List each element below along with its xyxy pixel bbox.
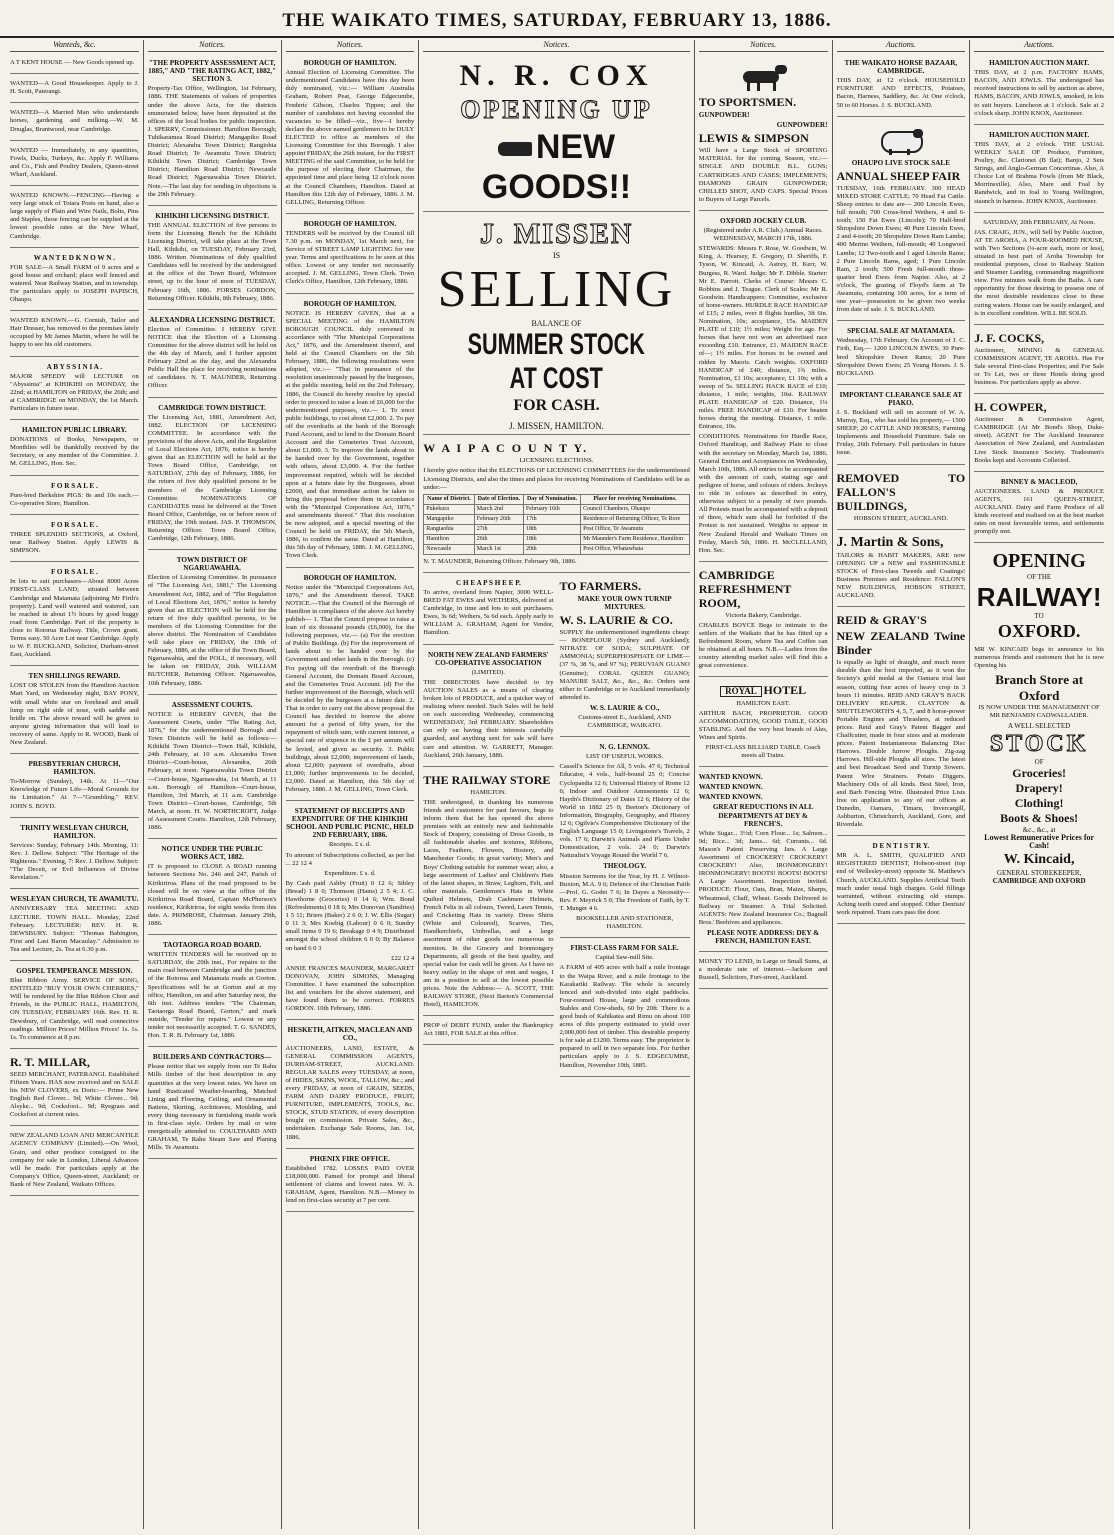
ad-lennox: N. G. LENNOX. LIST OF USEFUL WORKS. Cassell's Science for All, 5 vols. 47 6; Technical Educator, 4 vols., half-bound 25 0; Concise Cyclopaedia 12 6; Universal History of Rome 12 6; Indoor and Outdoor Amusements 12 6; Haydn's Dictionary of Dates 12 6; History of the World in 1882 25 0; Beeton's Dictionary of Information, Biography, Geography, and History 12 6; Ogilvie's Comprehensive Dictionary of the English Language 15 0; Livingstone's Travels, 2 vols. 17 6; Darwin's Animals and Plants Under Domestication, 2 vols. 24 0; Darwin's Naturalist's Voyage Round the World 7 6. THEOLOGY. Mission Sermons for the Year, by H. J. Wilmot-Buxton, M.A. 9 6; Defence of the Christian Faith—Prof. G. Godet 7 6; In Dayes a Necessity—Rev. F. Meyrick 5 0; The Freedom of Faith, by T. T. Munger 4 6. BOOKSELLER AND STATIONER, HAMILTON. xyxy=(560,740,690,938)
column-auctions-1 xyxy=(833,40,971,1529)
ad-hesketh: HESKETH, AITKEN, MACLEAN AND CO., AUCTIONEERS, LAND, ESTATE, & GENERAL COMMISSION AGENTS, DURHAM-STREET, AUCKLAND. REGULAR SALES every TUESDAY, at noon, of HIDES, SKINS, WOOL, TALLOW, &c.; and every FRIDAY, at noon of GRAIN, SEEDS, FARM AND DAIRY PRODUCE, FRUIT, FURNITURE, IMPLEMENTS, TOOLS, &c. STOCK, STUD STATION, of every description bought on commission. Private Sales, &c., undertaken. Exchange Sale Rooms, Jan. 1st, 1886. xyxy=(286,1023,415,1148)
ad-married-man: WANTED—A Married Man who understands horses, gardening and milking.—W. M. Douglas, Brantwood, near Cambridge. xyxy=(10,106,139,140)
ad-dentistry: D E N T I S T R Y. MR A. L. SMITH, QUALIFIED AND REGISTERED DENTIST, Hobson-street (top end of Wellesley-street) opposite St. Matthew's Church, AUCKLAND. Supplies Artificial Teeth much under usual high charges. Gold fillings warranted, without extracting old stumps. Aching teeth cured and stopped. Other Dentists' work repaired. Tram cars pass the door. xyxy=(837,839,966,924)
ad-fallons: REMOVED TO FALLON'S BUILDINGS, HOBSON STREET, AUCKLAND. xyxy=(837,468,966,530)
ad-temperance: GOSPEL TEMPERANCE MISSION. Blue Ribbon Army. SERVICE OF SONG, ENTITLED "BUY YOUR OWN CHERRIES," Will be rendered by the Blue Ribbon Choir and Friends, in the PUBLIC HALL, HAMILTON, ON TUESDAY, FEBRUARY 16th. Rev. H. R. Dewsbury, of Cambridge, will read connective readings. Million Prices! Million Prices! 1s. 1s. 1s. To commence at 8 p.m. xyxy=(10,964,139,1049)
missen-balance: BALANCE OF xyxy=(531,319,582,329)
ad-library: HAMILTON PUBLIC LIBRARY. DONATIONS of Books, Newspapers, or Monthlies will be thankfully received by the Secretary, or any member of the Committee. J. M. GELLING, Hon. Sec. xyxy=(10,423,139,475)
ad-assessment-courts: ASSESSMENT COURTS. NOTICE is HEREBY GIVEN, that the Assessment Courts, under "The Rating Act, 1876," for the undermentioned Borough and Town Districts will be held as follows:— Kihikihi Town District—Town Hall, Kihikihi, 24th February, at 10 a.m. Alexandra Town District—Court-house, Alexandra, 26th February, at noon. Ngaruawahia Town District—Court-house, Ngaruawahia, 1st March, at 11 a.m. Borough of Hamilton—Court-house, Hamilton, 3rd March, at 11 a.m. Cambridge Town District—Court-house, Cambridge, 5th March, at noon. H. W. NORTHCROFT, Judge of Assessment Courts. Hamilton, 12th February, 1886. xyxy=(148,698,277,840)
ad-kincaid: OPENING OF THE RAILWAY! TO OXFORD. MR W. KINCAID begs to announce to his numerous friends and customers that he is now Opening his Branch Store at Oxford IS NOW UNDER THE MANAGEMENT OF MR BENJAMIN CADWALLADER. A WELL SELECTED STOCK OF Groceries! Drapery! Clothing! Boots & Shoes! &c., &c., at Lowest Remunerative Prices for Cash! W. Kincaid, GENERAL STOREKEEPER, CAMBRIDGE AND OXFORD xyxy=(974,550,1104,885)
ad-wanted-known: WANTED KNOWN. WANTED KNOWN. WANTED KNOWN. GREAT REDUCTIONS IN ALL DEPARTMENTS AT DEY & FRENCH'S. White Sugar... 3½d; Corn Flour... 1s; Salmon... 9d; Rice... 3d; Jams... 6d; Currants... 6d. Mason's Patent Preserving Jars. A Large Assortment of CROCKERY! CROCKERY! CROCKERY! Also, IRONMONGERY! IRONMONGERY! BOOTS! BOOTS! BOOTS! A Large Assortment. Inspection invited. PRODUCE: Flour, Oats, Bran, Maize, Sharps, Wheatmeal, Chaff, Wheat. Goods Delivered to Railway or Steamer. A Trial Solicited. AGENTS: New Zealand Insurance Co.; Bagnall Bros.' Beehives and appliances. PLEASE NOTE ADDRESS: DEY & FRENCH, HAMILTON EAST. xyxy=(699,770,828,952)
ad-sportsmen: TO SPORTSMEN. GUNPOWDER! GUNPOWDER! LEWIS & SIMPSON Will have a Large Stock of SPORTING MATERIAL for the coming Season, viz.:— SINGLE AND DOUBLE B.L. GUNS; CARTRIDGES AND CASES; IMPLEMENTS; DIAMOND GRAIN GUNPOWDER; CHILLED SHOT, AND CAPS. Special Prices to Buyers of Large Parcels. xyxy=(699,56,828,211)
column-heading: Wanteds, &c. xyxy=(10,40,139,52)
ad-reward: TEN SHILLINGS REWARD. LOST OR STOLEN from the Hamilton Auction Mart Yard, on Wednesday night, BAY PONY, with small white star on forehead and small lump on right side of nose, with saddle and bridle on. The above reward will be given to anyone giving information that will lead to recovery of same. Apply to R. WOOD, Bank of New Zealand. xyxy=(10,669,139,754)
ad-kihikihi-licensing: KIHIKIHI LICENSING DISTRICT. THE ANNUAL ELECTION of five persons to form the Licensing Bench for the Kihikihi Licensing District, will take place at the Town Hall, Kihikihi, on TUESDAY, February 23rd, 1886. Written Nominations of duly qualified Candidates will be received by the undersigned at the office of the Town Board, Whitmore street, up to the hour of noon of TUESDAY, February 16th, 1886. FORSES GORDON, Returning Officer. Kihikihi, 8th February, 1886. xyxy=(148,209,277,310)
ad-phoenix: PHŒNIX FIRE OFFICE. Established 1782. LOSSES PAID OVER £18,000,000. Famed for prompt and liberal settlement of claims and lowest rates. W. A. GRAHAM, Agent, Hamilton. N.B.—Money to lend on first-class security at 7 per cent. xyxy=(286,1152,415,1213)
ad-cocks: J. F. COCKS, Auctioneer, MINING & GENERAL COMMISSION AGENT, TE AROHA. Has For Sale several First-class Properties; and For Sale or To Let, two or three Hotels doing good business. For particulars apply as above. xyxy=(974,328,1104,394)
column-heading: Notices. xyxy=(286,40,415,52)
ad-trinity: TRINITY WESLEYAN CHURCH, HAMILTON. Services: Sunday, February 14th. Morning, 11: Rev. J. Dellow. Subject: "The Heritage of the Righteous." Evening, 7: Rev. J. Dellow. Subject: "The Deceit, or Evil Influences of Divine Revelation." xyxy=(10,821,139,890)
ad-oxford-jockey: OXFORD JOCKEY CLUB. (Registered under A.R. Club.) Annual Races. WEDNESDAY, MARCH 17th, 1886. STEWARDS: Messrs F. Rose, W. Goodwin, W. King, A. Hearsey, E. Gregory, D. Sheriffs, F. Tyson, W. Kincaid, A. Astrey, H. Kerr, W. Burgess, R. Ward. Judge: Mr F. Dibble. Starter: Mr E. Parrott. Clerks of Course: Messrs C. Robbins and J. Teague. Clerk of Scales: Mr R. Goodwin. Handicappers: Committee, exclusive of horse-owners. HURDLE RACE HANDICAP of £15; 2 miles, over 8 flights hurdles, 3ft 6in. Nomination, 10s; acceptance, 15s. MAIDEN PLATE of £10; 1½ miles; Weight for age. For horses that have not won an advertised race exceeding £10. Entrance, £1. MAIDEN RACE of—; 1½ miles. For horses to be owned and ridden by Maoris. Catch weights. OXFORD HANDICAP of £40; distance, 1¾ miles. Nomination, £1 10s; acceptance, £1 10s; with a sweep of 5s. SELLING HACK RACE of £10; distance, 1 mile; weights, 10st. RAILWAY PLATE HANDICAP of £20. Distance, 1¼ miles. FREE HANDICAP of £10. For beaten horses during the meeting. Distance, 1 mile. Entrance, 10s. CONDITIONS. Nominations for Hurdle Race, Oxford Handicap, and Railway Plate to close with the secretary on Monday, March 1st, 1886. General Entries and Acceptances on Wednesday, March 10th, 1886. All entries to be accompanied with the amount of cash, stating age and pedigree of horse, and colours of riders. Jockeys to ride in colours as described in entry, otherwise subject to a penalty of two pounds. All Protests must be accompanied with a deposit of three, which sum shall be forfeited if the Protest is not sustained. Weights to appear in New Zealand Herald and Waikato Times on Friday, March 5th, 1886. H. McCLELLAND, Hon. Sec. xyxy=(699,214,828,562)
ad-public-works: NOTICE UNDER THE PUBLIC WORKS ACT, 1882. IT is proposed to CLOSE A ROAD running between Sections No. 246 and 247, Parish of Kirikiriroa. Plans of the road proposed to be closed will be on view at the office of the Kirikiriroa Road Board, Captain McPherson's residence, Kirikiriroa, for eight weeks from this date. A. PRIMROSE, Chairman. January 29th, 1886. xyxy=(148,842,277,935)
table-row: Hamilton 26th 18th Mr Maunder's Farm Residence, Hamilton xyxy=(424,534,690,544)
missen-summer: SUMMER STOCK AT COST xyxy=(467,328,646,396)
missen-name: J. MISSEN xyxy=(479,219,634,251)
ad-land: F O R S A L E . In lots to suit purchasers—About 8000 Acres FIRST-CLASS LAND; situated between Cambridge and Matamata (adjoining Mr Firth's property). Land well watered and watered, can be reached in about 1½ hours by good buggy road from Cambridge. Part of the property is close to Rotorua Railway. Title, Crown grant. Terms easy. 50 Acre Lot near Cambridge. Apply to W. F. BUCKLAND, Solicitor, Durham-street East, Auckland. xyxy=(10,565,139,666)
ad-abyssinia: A B Y S S I N I A . MAJOR SPEEDY will LECTURE on "Abyssinia" at KIHIKIHI on MONDAY, the 22nd; at HAMILTON on FRIDAY, the 26th; and at CAMBRIDGE on MONDAY, the 1st March. Particulars in future issue. xyxy=(10,360,139,421)
ad-royal-hotel: ROYAL HOTEL HAMILTON EAST. ARTHUR BACH, PROPRIETOR. GOOD ACCOMMODATION, GOOD TABLE, GOOD STABLING. And the very best brands of Ales, Wines and Spirits. FIRST-CLASS BILLIARD TABLE. Coach meets all Trains. xyxy=(699,680,828,767)
hotel-label: HOTEL xyxy=(763,683,807,698)
ad-housekeeper: WANTED—A Good Housekeeper. Apply to J. H. Scott, Paterangi. xyxy=(10,77,139,103)
missen-sign: J. MISSEN, HAMILTON. xyxy=(509,421,604,432)
ad-small-farm: W A N T E D K N O W N . FOR SALE—A Small FARM of 9 acres and a good house and orchard; place well fenced and watered. Near Railway Station, and in township. For particulars apply to JOSEPH PAPISCH, Ohaupo. xyxy=(10,251,139,312)
ad-builders: BUILDERS AND CONTRACTORS— Please notice that we supply from our Te Rahu Mills timber of the best description in any quantities at the very lowest rates. We have on hand Rusticated Weather-boarding, Matched Lining and Flooring, Ceiling, and Ornamental Battens, Skirting, Architraves, Moulding, and every thing necessary in furnishing inside work in first-class style. Orders by mail or wire energetically attended to. COULTHARD AND GRAHAM, Te Rahu Steam Saw and Planing Mills. Te Awamutu. xyxy=(148,1050,277,1159)
ad-missen xyxy=(423,215,690,435)
missen-cash: FOR CASH. xyxy=(513,397,600,415)
ad-money-lend: MONEY TO LEND, in Large or Small Sums, at a moderate rate of interest.—Jackson and Russell, Solicitors, Fort-street, Auckland. xyxy=(699,955,828,989)
cox-new-goods: NEW GOODS!! xyxy=(481,128,632,207)
column-heading: Notices. xyxy=(699,40,828,52)
cox-name: N. R. COX xyxy=(459,59,654,93)
sub-column-left xyxy=(423,576,553,1080)
columns xyxy=(6,40,1108,1529)
pointing-hand-icon xyxy=(498,142,532,156)
ad-railway-store: THE RAILWAY STORE HAMILTON. THE undersigned, in thanking his numerous friends and customers for past favours, begs to inform them that he has opened the above premises with an entirely new and fashionable Stock of Drapery, consisting of Dress Goods, in all fashionable shades and textures, Ribbons, Laces, Feathers, Flowers, Hosiery, and Manchester Goods; in great variety; Men's and Boys' Clothing suitable for summer wear; also, a large assortment of Ladies' and Children's Hats of the latest shapes, in Straw, Leghorn, Felt, and other materials. Gentlemen's Hats in White Quilted Helmets, Drab Cashmere Helmets, French Felts in all colours, Tweed, Lawn Tennis, and Cricketing Hats in variety. Dress Shirts (White and Coloured), Scarves, Ties, Handkerchiefs, Umbrellas, and a large assortment of other goods too numerous to mention. In the Grocery and Ironmongery Departments, all goods of the best quality, and special value for cash will be given. As I have no heavy outlay in the shape of rent and wages, I am in a position to sell at the lowest possible prices. Note the Address:— A. SCOTT, THE RAILWAY STORE, (Next Barton's Commercial Hotel), HAMILTON. xyxy=(423,770,553,1017)
ad-fowls: WANTED — Immediately, in any quantities, Fowls, Ducks, Turkeys, &c. Apply F. Williams and Co., Fish and Poultry Dealers, Queen-street Wharf, Auckland. xyxy=(10,144,139,186)
ad-horse-bazaar: THE WAIKATO HORSE BAZAAR, CAMBRIDGE. THIS DAY, at 12 o'clock. HOUSEHOLD FURNITURE AND EFFECTS, Potatoes, Bacon, Harness, Saddlery, &c. At One o'clock, 50 to 60 Horses. J. S. BUCKLAND. xyxy=(837,56,966,117)
ad-cheap-sheep: C H E A P S H E E P. To arrive, overland from Napier, 3000 WELL-BRED FAT EWES and WETHERS, delivered at Cambridge, in time and lots to suit purchasers. Ewes, 3s 6d; Wethers, 5s 6d each. Apply early to WILLIAM A. GRAHAM, Agent for Vendor, Hamilton. xyxy=(423,576,553,645)
ad-binney: BINNEY & MACLEOD, AUCTIONEERS. LAND & PRODUCE AGENTS, 161 QUEEN-STREET, AUCKLAND. Dairy and Farm Produce of all kinds received and realised on at the best market rates on most favourable terms, and settlements promptly met. xyxy=(974,475,1104,544)
ad-cowper: H. COWPER, Auctioneer & Commission Agent, CAMBRIDGE (At Mr Bond's Shop, Duke-street). AGENT for The Auckland Insurance Association of New Zealand, and Australasian Live Stock Insurance Society. Tradesmen's Books kept and Accounts Collected. xyxy=(974,397,1104,472)
ad-refreshment-room: CAMBRIDGE REFRESHMENT ROOM, Victoria Bakery, Cambridge. CHARLES BOYCE Begs to intimate to the settlers of the Waikato that he has fitted up a Refreshment Room, where Tea and Coffee can be obtained at all hours. N.B.—Ladies from the country attending market sales will find this a great convenience. xyxy=(699,565,828,678)
column-wanteds xyxy=(6,40,144,1529)
ad-martin: J. Martin & Sons, TAILORS & HABIT MAKERS, ARE now OPENING UP a NEW and FASHIONABLE STOCK of First-class Tweeds and Coatings! Business Premises and Residence: FALLON'S NEW BUILDINGS, HOBSON STREET, AUCKLAND. xyxy=(837,533,966,608)
ad-special-meeting: BOROUGH OF HAMILTON. NOTICE IS HEREBY GIVEN, that at a SPECIAL MEETING of the HAMILTON BOROUGH COUNCIL duly convened in accordance with "The Municipal Corporations Act," 1876, and the Amendment thereof, and held at the Council Chambers on the 5th February, 1886, the following resolutions were adopted, viz.:— "That in pursuance of the resolution unanimously passed by the burgesses, at the public meeting, held on the 2nd February, 1886, the Council do hereby resolve by special order to proceed to raise a loan of £6,000 for the undermentioned purposes, viz.— 1. To erect public buildings, to cost about £2,000. 2. To pay off the overdrafts at the bank of the Borough Fund Account, and to lend to the Domain Board Account and the Cemeteries Trust Account, about £1,000. 3. To improve the lands about to be handed over by the Government, together with others, about £3,000. 4. For the further improvement required, which will be decided upon at a future date by the Burgesses, about £2000, and that immediate action be taken to bring this proposal before them in accordance with the "Municipal Corporations Act, 1876," and amendments thereof." That this resolution be now adopted, and a special meeting of the Council be held on FRIDAY, the 5th March, 1886, to confirm the same. Dated at Hamilton, this 5th day of February, 1886. J. M. GELLING, Town Clerk. xyxy=(286,297,415,568)
column-heading: Notices. xyxy=(423,40,690,52)
ad-wesleyan: WESLEYAN CHURCH, TE AWAMUTU. ANNIVERSARY TEA MEETING AND LECTURE. TOWN HALL. Monday, 22nd February. LECTURER: REV. H. R. DEWSBURY. Subject: "Thomas Babington, First and Last Baron Macaulay." Admission to Tea and Lecture, 2s. Tea at 6.30 p.m. xyxy=(10,892,139,961)
table-row: Pukekura March 2nd February 16th Council Chambers, Ohaupo xyxy=(424,504,690,514)
ad-lamp-tenders: BOROUGH OF HAMILTON. TENDERS will be received by the Council till 7.30 p.m. on MONDAY, 1st March next, for Service of STREET LAMP LIGHTING for one year. Terms and specifications to be seen at this office. Lowest or any tender not necessarily accepted. J. M. GELLING, Town Clerk. Town Clerk's Office, Hamilton, 12th February, 1886. xyxy=(286,217,415,294)
ad-waipa-county: W A I P A C O U N T Y. LICENSING ELECTIONS. I hereby give notice that the ELECTIONS OF LICENSING COMMITTEES for the undermentioned Licensing Districts, and also the times and places for receiving Nominations of Candidates will be as under:— Name of District. Date of Election. Day of Nomination. Place for receiving Nominations. Pukekura March 2nd February 16th Council Chambers, Ohaupo Mangapiko February 26th 17th Residence of Returning Officer, Te Rore Rangiaohia 27th 18th Post Office, Te Awamutu Hamilton 26th 18th Mr Maunder's Farm Residence, Hamilton Newcastle March 1st 20th Post Office, Whatawhata N. T. MAUNDER, Returning Officer. February 9th, 1886. xyxy=(423,438,690,572)
ad-reid-gray: REID & GRAY'S NEW ZEALAND Twine Binder Is equally as light of draught, and much more durable than the best imported, as it won the Society's gold medal at the Oamaru trial last season, cutting four acres of heavy crop in 3 hours 11 minutes. REID AND GRAY'S BACK DELIVERY REAPER. CLAYTON & SHUTTLEWORTH'S 4, 5, 7, and 8 horse-power Portable Engines and Thrashers, at reduced prices. Reid and Gray's Patent Bagger and Chaffcutter, made in four sizes and at moderate prices. Patent Instantaneous Balancing Disc Harrows. Double furrow Ploughs. Zig-zag Harrows. Hill-side Ploughs all sizes. The latest and best Broadcast Seed and Turnip Sowers. Patent Wire Strainers. Potato Diggers. Machinery Oils of all kinds. Best Steel, Iron, and Barb Fencing Wire. Illustrated Price Lists free on application to any of our offices at Dunedin, Oamaru, Timaru, Invercargill, Ashburton, Christchurch, Auckland, Gore, and Riverdale. xyxy=(837,610,966,836)
licensing-table: Name of District. Date of Election. Day of Nomination. Place for receiving Nominations. Pukekura March 2nd February 16th Council Chambers, Ohaupo Mangapiko February 26th 17th Residence of Returning Officer, Te Rore Rangiaohia 27th 18th Post Office, Te Awamutu Hamilton 26th 18th Mr Maunder's Farm Residence, Hamilton Newcastle March 1st 20th Post Office, Whatawhata xyxy=(423,494,690,555)
ad-cambridge-town: CAMBRIDGE TOWN DISTRICT. The Licensing Act, 1881, Amendment Act, 1882. ELECTION OF LICENSING COMMITTEE. In accordance with the provisions of the above Acts, and the Regulation of Local Elections Act, 1876, notice is hereby given that an ELECTION will be held at the Town Board Office, Cambridge, on SATURDAY, 27th day of February, 1886, for the return of five duly qualified persons to be members of the Cambridge Licensing Committee. NOMINATIONS OF CANDIDATES must be delivered at the Town Board Office, Cambridge, on or before noon of FRIDAY, the 19th instant. JAS. P. THOMSON, Returning Officer. Town Board Office, Cambridge, 12th February, 1886. xyxy=(148,401,277,551)
column-auctions-2 xyxy=(970,40,1108,1529)
table-row: Rangiaohia 27th 18th Post Office, Te Awamutu xyxy=(424,524,690,534)
ad-fencing: WANTED KNOWN.—FENCING—Having a very large stock of Totara Posts on hand, also a large supply of Plain and Wire Nails, Bolts, Pins and Staples, those fencing can be supplied at the lowest possible rates at the New Wharf, Cambridge. xyxy=(10,189,139,248)
ad-auction-mart-2: HAMILTON AUCTION MART. THIS DAY, at 2 o'clock. THE USUAL WEEKLY SALE OF Produce, Furniture, Poultry, &c. Clarionet (B flat); Banjo, 2 Sets Strings, and Anglo-German Concertinas. Also, A Choice Lot of Brahma Fowls (from Mr Black, Morrinsville). Also, Mare and Foal by Randwick, and in foal to Young Wellington, staunch in harness. JOHN KNOX, Auctioneer. xyxy=(974,128,1104,213)
ad-borough-election: BOROUGH OF HAMILTON. Annual Election of Licensing Committee. The undermentioned Candidates have this day been duly nominated, viz.:— William Australia Graham, Robert Peat, George Edgecumbe, Frederic Gibson, Charles Tippen; and the number of candidates not having exceeded the vacancies to be filled—viz., five—I hereby declare the above named gentlemen to be DULY ELECTED to office as members of the Licensing Committee for this Borough. I also appoint FRIDAY, the 26th instant, for the FIRST MEETING of the said Committee, to be held for the purpose of electing their Chairman, the appointed time and place being 12 o'clock noon at the Council Chambers, Hamilton. Dated at Hamilton this 12th day of February, 1886. J. M. GELLING, Returning Officer. xyxy=(286,56,415,214)
column-heading: Auctions. xyxy=(974,40,1104,52)
ad-loan-notice: BOROUGH OF HAMILTON. Notice under the "Municipal Corporations Act, 1876," and the Amendment thereof. TAKE NOTICE.—That the Council of the Borough of Hamilton in compliance of the above Act hereby publish— 1. That the Council propose to raise a loan of six thousand pounds (£6,000), for the following purposes, viz.— (a) For the erection of Public Buildings. (b) For the improvement of lands about to be handed over by the Government and other lands in the Borough. (c) For paying off the overdraft of the Borough General Account, the Domain Board Account, and the Cemeteries Trust Account. (d) For the further improvement of the Borough, which will be decided by the burgesses at a future date. 2. That in order to carry out the above proposal the Council has decided to borrow the above amount for a period of fifty years, for the repayment of which sum, with current interest, a special rate of sixpence in the £ per annum will be levied, and given as security. 3. Public buildings, about £2,000; improvement of lands, about £2,000; payment of overdrafts, about £1,000; further improvements to be decided, £2,000. Dated at Hamilton, this 5th day of February, 1886. J. M. GELLING, Town Clerk. xyxy=(286,571,415,802)
ad-piako: IMPORTANT CLEARANCE SALE AT PIAKO. J. S. Buckland will sell on account of W. A. Murray, Esq., who has sold his property,— 1500 SHEEP; 20 CATTLE AND HORSES; Farming Implements and Household Furniture. Sale on Friday, 26th February. Full particulars in future issue. xyxy=(837,388,966,465)
missen-is: IS xyxy=(552,251,561,261)
ad-auction-mart-1: HAMILTON AUCTION MART. THIS DAY, at 2 p.m. FACTORY HAMS, BACON, AND JOWLS. The undersigned has received instructions to sell by auction as above, HAMS, BACON, AND JOWLS, smoked, in lots to suit buyers. Luncheon at 1 o'clock. Sale at 2 o'clock sharp. JOHN KNOX, Auctioneer. xyxy=(974,56,1104,125)
ad-prop: PROP of DEBIT FUND, under the Bankruptcy Act 1883, FOR SALE at this office. xyxy=(423,1019,553,1045)
table-row: Newcastle March 1st 20th Post Office, Whatawhata xyxy=(424,544,690,554)
column-notices-2 xyxy=(282,40,420,1529)
cox-opening: OPENING UP xyxy=(460,95,653,125)
column-notices-wide xyxy=(419,40,695,1529)
missen-selling: SELLING xyxy=(437,261,676,319)
sub-columns xyxy=(423,576,690,1080)
ad-nz-farmers: NORTH NEW ZEALAND FARMERS' CO-OPERATIVE ASSOCIATION (LIMITED). THE DIRECTORS have decided to try AUCTION SALES as a means of clearing broken lots of PRODUCE, and a quicker way of realising where needed. Such Sales will be held on each succeeding Wednesday, commencing WEDNESDAY, 3rd FEBRUARY. Shareholders can rely on having their interests carefully guarded, and anything sent for sale will have care and attention. W. GARRETT, Manager. Auckland, 26th January, 1886. xyxy=(423,648,553,767)
column-notices-1 xyxy=(144,40,282,1529)
column-heading: Notices. xyxy=(148,40,277,52)
ad-farm-sale: FIRST-CLASS FARM FOR SALE. Capital Saw-mill Site. A FARM of 405 acres with half a mile frontage to the Waipa River, and a mile frontage to the Karakariki Railway. The whole is securely fenced and sub-divided into eight paddocks. Four-roomed House, large and commodious Stables and Cow-sheds, 60 by 20ft. There is a good bush of Kahikatea and Rimu on about 100 acres of this property estimated to yield over 2,000,000 feet of timber. This desirable property is for sale at £1200. Terms easy. The proprietor is prepared to sell in two separate lots. For further particulars apply to J. S. EDGECUMBE, Hamilton, November 19th, 1885. xyxy=(560,941,690,1076)
ad-ohaupo: OHAUPO LIVE STOCK SALE ANNUAL SHEEP FAIR TUESDAY, 16th FEBRUARY. 300 HEAD MIXED STORE CATTLE; 70 Head Fat Cattle. Sheep entries to date are— 200 Lincoln Ewes, full mouth; 700 Cross-bred Wethers, 4 and 6-tooth; 150 Fat Ewes (Lincoln); 70 Half-bred Shropshire Down Ewes; 40 Pure Lincoln Ewes, 2 and 4-tooth; 20 Shropshire Down Ram Lambs; 400 Merino Wethers, full-mouth; 40 Longwool Lambs; 12 Two-tooth and 1 aged Lincoln Rams; 2 Pure Lincoln Rams, aged; 1 Pure Lincoln Ram, 2 tooth; 500 Fresh full-mouth three-quarter bred Ewes from Napier. Also, at 2 o'clock, The grazing of Floyd's farm at Te Awamutu, containing 100 acres, for a term of one year—possession to be given two weeks from date of sale. J. S. BUCKLAND. xyxy=(837,120,966,322)
ad-pigs: F O R S A L E . Pure-bred Berkshire PIGS: 8s and 10s each.—Co-operative Store, Hamilton. xyxy=(10,479,139,515)
ad-property-assessment: "THE PROPERTY ASSESSMENT ACT, 1885," AND "THE RATING ACT, 1882," SECTION 3. Property-Tax Office, Wellington, 1st February, 1886. THE Statements of values of properties under the above Acts, for the districts enumerated below, have been deposited at the offices of the local bodies for public inspection. J. SPERRY, Commissioner. Hamilton Borough; Tuhikaramea Road District; Mangapiko Road District; Alexandra Town District; Rangiohia Road District; Te Awamutu Town District; Kihikihi Town District; Cambridge Town District; Hamilton Road District; Newcastle Road District; Ngaruawahia Town District. Note.—The last day for sending in objections is the 29th February. xyxy=(148,56,277,206)
ad-cox xyxy=(423,56,690,212)
masthead xyxy=(0,6,1114,38)
ad-farmers: TO FARMERS. MAKE YOUR OWN TURNIP MIXTURES. W. S. LAURIE & CO. SUPPLY the undermentioned ingredients cheap:— BONEFLOUR (Sydney and Auckland); NITRATE OF SODA; SULPHATE OF AMMONIA; SUPERPHOSPHATE OF LIME—(37 %, 38 %, and 97 %); PERUVIAN GUANO (Genuine); CORAL QUEEN GUANO; MANURE SALT, &c., &c., &c. Orders sent either to Cambridge or to Auckland immediately attended to. W. S. LAURIE & CO., Customs-street E., Auckland, AND CAMBRIDGE, WAIKATO. xyxy=(560,576,690,737)
ad-cornish: WANTED KNOWN.—G. Cornish, Tailor and Hair Dresser, has removed to the premises lately occupied by Mr James Martin, where he will be happy to see his old customers. xyxy=(10,314,139,356)
ad-millar: R. T. MILLAR, SEED MERCHANT, PATERANGI. Established Fifteen Years. HAS now received and on SALE his NEW CLOVERS, ex Doric:— Prime New English Red Clover... 9d; White Clover... 9d; Alsyke... 9d; Cocksfoot... 9d; Ryegrass and Cocksfoot at current rates. xyxy=(10,1052,139,1127)
ad-ngaruawahia: TOWN DISTRICT OF NGARUAWAHIA. Election of Licensing Committee. In pursuance of "The Licensing Act, 1881," The Licensing Amendment Act, 1882, and of "The Regulation of Local Elections Act, 1876," notice is hereby given that an ELECTION will be held for the return of five duly qualified persons, to be members of the Licensing Committee for the above district. The Nomination of Candidates will take place on FRIDAY, the 19th of February, 1886, at the office of the Town Board, Ngaruawahia, and the POLL, if necessary, will be taken on FRIDAY, 26th. WILLIAM BUTCHER, Returning Officer. Ngaruawahia, 10th February, 1886. xyxy=(148,553,277,695)
royal-logo: ROYAL xyxy=(720,686,762,696)
ad-presbyterian: PRESBYTERIAN CHURCH, HAMILTON. To-Morrow (Sunday), 14th. At 11—"Our Knowledge of Future Life—Moral Grounds for its Limitation." At 7—"Grumbling." REV. JOHN S. BOYD. xyxy=(10,757,139,818)
table-row: Mangapiko February 26th 17th Residence of Returning Officer, Te Rore xyxy=(424,514,690,524)
ad-kent-house: A T KENT HOUSE — New Goods opened up. xyxy=(10,56,139,74)
dog-illustration-icon xyxy=(735,63,791,91)
ad-picnic-statement: STATEMENT OF RECEIPTS AND EXPENDITURE OF THE KIHIKIHI SCHOOL AND PUBLIC PICNIC, HELD 2ND FEBRUARY, 1886. Receipts. £ s. d. To amount of Subscriptions collected, as per list ... 22 12 4 Expenditure. £ s. d. By Cash paid Ashby (Fruit) 0 12 6; Sibley (Bread) 1 8 0; Thomson (Hams) 2 5 4; J. C. Hawthorne (Groceries) 0 14 6; Wm. Bond (Refreshments) 0 18 6; Mrs Donovan (Sundries) 1 5 11; Briers (Baker) 2 6 0; J. W. Ellis (Sugar) 0 11 3; Mrs Koebig (Labour) 0 6 0; Sundry small items 0 19 6; Breakage 0 4 9; Distributed amongst the school children 6 0 0; By Balance on hand 6 0 3 £22 12 4 ANNIE FRANCES MAUNDER, MARGARET DONOVAN, JOHN SIMONS, Managing Committee. I have examined the subscription list and vouchers for the above statement, and have found them to be correct. FORRES GORDON. 10th February, 1886. xyxy=(286,804,415,1020)
ad-taotaorga: TAOTAORGA ROAD BOARD. WRITTEN TENDERS will be received up to SATURDAY, the 20th inst., For repairs to the main road between Cambridge and the junction of the Rotorua and Matamata roads at Gorton. Specifications will be at Gorton and at my office, Hamilton, on and after Saturday next, the 6th inst. Address tenders "The Chairman, Taotaorga Road Board, Gorton," and mark outside, "Tender for repairs." Lowest or any tender not necessarily accepted. T. G. SANDES, Hon. T. R. B. February 1st, 1886. xyxy=(148,938,277,1047)
column-notices-3 xyxy=(695,40,833,1529)
ad-sections: F O R S A L E . THREE SPLENDID SECTIONS, at Oxford, near Railway Station. Apply LEWIS & SIMPSON. xyxy=(10,518,139,562)
ad-nz-loan: NEW ZEALAND LOAN AND MERCANTILE AGENCY COMPANY (Limited).—On Wool, Grain, and other produce consigned to the company for sale in London, Liberal Advances will be made. For particulars apply at the Company's Office, Queen-street, Auckland; or Bank of New Zealand, Waikato Offices. xyxy=(10,1129,139,1196)
ad-te-aroha: SATURDAY, 20th FEBRUARY, At Noon. JAS. CRAIG, JUN., will Sell by Public Auction, AT TE AROHA, A FOUR-ROOMED HOUSE, with Two Sections (¼-acre each, more or less), situated in best part of Aroha Township for residential purposes, close to Railway Station and Steamer Landing, commanding magnificent view. Five minutes walk from the Baths. A rare opportunity for those desiring to possess one of the most desirable residences close to these curing waters. House can be easily enlarged, and is in excellent condition. WILL BE SOLD. xyxy=(974,216,1104,325)
sheep-illustration-icon xyxy=(877,127,925,155)
sub-column-right xyxy=(560,576,690,1080)
column-heading: Auctions. xyxy=(837,40,966,52)
ad-matamata: SPECIAL SALE AT MATAMATA. Wednesday, 17th February. On Account of J. C. Firth, Esq.— 1200 LINCOLN EWES; 30 Pure-bred Shropshire Down Rams; 20 Pure Shropshire Down Ewes; 25 Young Horses. J. S. BUCKLAND. xyxy=(837,324,966,385)
masthead-title: THE WAIKATO TIMES, SATURDAY, FEBRUARY 13, 1886. xyxy=(282,10,832,31)
ad-alexandra-licensing: ALEXANDRA LICENSING DISTRICT. Election of Committee. I HEREBY GIVE NOTICE that the Election of a Licensing Committee for the above district will be held on the 4th day of March, and I further appoint February 22nd as the day, and the Alexandra Public Hall the place for receiving nominations of candidates. N. T. MAUNDER, Returning Officer. xyxy=(148,313,277,398)
